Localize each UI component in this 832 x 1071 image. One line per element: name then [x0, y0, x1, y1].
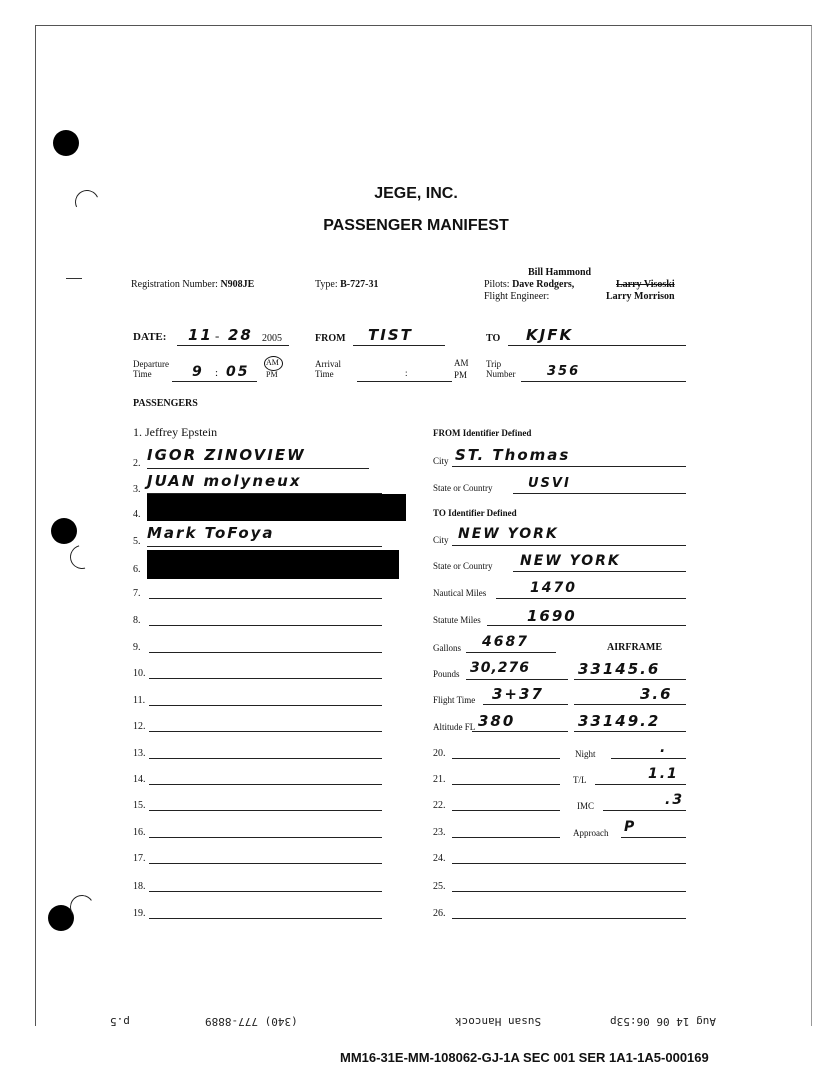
flight-time-airframe-value: 3.6: [640, 685, 673, 703]
from-state-underline: [513, 493, 686, 494]
passenger-blank-line: [149, 625, 382, 626]
from-city-value: ST. Thomas: [455, 446, 571, 464]
passenger-name: Jeffrey Epstein: [145, 425, 218, 439]
type-value: B-727-31: [340, 279, 379, 290]
right-row-value-line: [595, 784, 686, 785]
bates-number: MM16-31E-MM-108062-GJ-1A SEC 001 SER 1A1-1A5-000169: [340, 1050, 709, 1065]
passenger-2-name: IGOR ZINOVIEW: [147, 446, 306, 464]
passenger-number: 17.: [133, 853, 146, 864]
arrival-label-line1: Arrival: [315, 359, 341, 369]
altitude-label: Altitude FL: [433, 722, 476, 732]
to-city-underline: [452, 545, 686, 546]
passenger-number: 16.: [133, 827, 146, 838]
right-row-number: 22.: [433, 800, 446, 811]
right-row-number: 23.: [433, 827, 446, 838]
right-row-label: T/L: [573, 775, 587, 785]
altitude-value: 380: [478, 712, 516, 730]
registration-label: Registration Number:: [131, 279, 218, 290]
registration-value: N908JE: [220, 279, 255, 290]
fax-date: Aug 14 06 06:53p: [610, 1015, 716, 1028]
right-row-label: Approach: [573, 828, 609, 838]
passenger-blank-line: [149, 652, 382, 653]
passenger-blank-line: [149, 891, 382, 892]
passenger-blank-line: [149, 705, 382, 706]
right-row-value-line: [603, 810, 686, 811]
passenger-6-redaction: [147, 550, 399, 579]
passenger-blank-line: [149, 678, 382, 679]
passenger-number: 19.: [133, 908, 146, 919]
type-label: Type:: [315, 279, 338, 290]
from-city-label: City: [433, 456, 449, 466]
right-row-value-line: [611, 758, 686, 759]
passenger-6-number: 6.: [133, 564, 141, 575]
flight-engineer-label: Flight Engineer:: [484, 291, 550, 302]
passenger-3-name: JUAN molyneux: [147, 472, 302, 490]
right-row-number: 25.: [433, 881, 446, 892]
airframe-label: AIRFRAME: [607, 642, 662, 653]
right-row-line: [452, 758, 560, 759]
statute-miles-underline: [487, 625, 686, 626]
altitude-airframe-underline: [574, 731, 686, 732]
to-underline: [508, 345, 686, 346]
passenger-number: 15.: [133, 800, 146, 811]
from-label: FROM: [315, 333, 346, 344]
company-name: JEGE, INC.: [374, 185, 458, 202]
from-city-underline: [452, 466, 686, 467]
departure-label-line1: Departure: [133, 359, 169, 369]
right-row-number: 21.: [433, 774, 446, 785]
passenger-4-number: 4.: [133, 509, 141, 520]
to-value: KJFK: [526, 326, 574, 344]
flight-engineer-value: Larry Morrison: [606, 291, 675, 302]
to-city-value: NEW YORK: [458, 526, 559, 542]
trip-label-line2: Number: [486, 369, 516, 379]
passenger-number: 1.: [133, 425, 142, 439]
pilots-line: [484, 279, 574, 290]
fax-page-number: p.5: [110, 1015, 130, 1028]
arrival-label: [315, 359, 341, 379]
arrival-colon: :: [405, 368, 408, 378]
pilot-1: Bill Hammond: [528, 267, 592, 278]
right-row-line: [452, 810, 560, 811]
right-row-value: P: [624, 819, 637, 835]
right-row-number: 20.: [433, 748, 446, 759]
to-city-label: City: [433, 535, 449, 545]
nautical-miles-underline: [496, 598, 686, 599]
trip-label: [486, 359, 516, 379]
registration-number: [131, 279, 254, 290]
passenger-2-number: 2.: [133, 458, 141, 469]
passenger-number: 18.: [133, 881, 146, 892]
passenger-2-underline: [147, 468, 369, 469]
arrival-underline: [357, 381, 452, 382]
right-row-value: .3: [665, 792, 685, 808]
to-state-label: State or Country: [433, 561, 493, 571]
fax-phone: (340) 777-8889: [205, 1015, 298, 1028]
pilot-2: Dave Rodgers,: [512, 279, 575, 290]
flight-time-airframe-underline: [574, 704, 686, 705]
right-row-line: [452, 837, 560, 838]
departure-label: [133, 359, 169, 379]
right-row-line: [452, 891, 686, 892]
binder-hole-top: [53, 130, 79, 156]
departure-hour: 9: [192, 364, 204, 380]
statute-miles-label: Statute Miles: [433, 615, 481, 625]
date-year: 2005: [262, 333, 282, 344]
right-row-label: IMC: [577, 801, 595, 811]
gallons-underline: [466, 652, 556, 653]
right-row-value-line: [621, 837, 686, 838]
to-label: TO: [486, 333, 501, 344]
from-state-label: State or Country: [433, 483, 493, 493]
departure-underline: [172, 381, 257, 382]
to-state-underline: [513, 571, 686, 572]
date-label: DATE:: [133, 331, 167, 343]
right-row-label: Night: [575, 749, 596, 759]
scan-artifact-dash: [66, 278, 82, 279]
trip-value: 356: [547, 364, 581, 379]
date-underline: [177, 345, 289, 346]
flight-time-underline: [483, 704, 568, 705]
statute-miles-value: 1690: [527, 607, 577, 625]
passenger-blank-line: [149, 784, 382, 785]
right-row-value: 1.1: [648, 766, 679, 782]
passengers-heading: PASSENGERS: [133, 398, 198, 409]
passenger-number: 13.: [133, 748, 146, 759]
passenger-1: [133, 425, 217, 440]
pounds-label: Pounds: [433, 669, 460, 679]
altitude-airframe-value: 33149.2: [578, 712, 661, 730]
from-value: TIST: [368, 326, 413, 344]
right-row-number: 26.: [433, 908, 446, 919]
passenger-blank-line: [149, 731, 382, 732]
passenger-number: 12.: [133, 721, 146, 732]
arrival-pm: PM: [454, 370, 468, 380]
from-identifier-heading: FROM Identifier Defined: [433, 428, 532, 438]
to-state-value: NEW YORK: [520, 553, 621, 569]
passenger-number: 14.: [133, 774, 146, 785]
arrival-label-line2: Time: [315, 369, 334, 379]
pounds-underline: [466, 679, 568, 680]
passenger-number: 9.: [133, 642, 141, 653]
right-row-line: [452, 784, 560, 785]
arrival-am: AM: [454, 358, 469, 368]
passenger-number: 8.: [133, 615, 141, 626]
passenger-blank-line: [149, 863, 382, 864]
to-identifier-heading: TO Identifier Defined: [433, 508, 517, 518]
pounds-airframe-underline: [574, 679, 686, 680]
pounds-airframe-value: 33145.6: [578, 660, 661, 678]
date-day: 28: [228, 326, 253, 344]
trip-label-line1: Trip: [486, 359, 502, 369]
passenger-blank-line: [149, 758, 382, 759]
passenger-blank-line: [149, 837, 382, 838]
pilots-label: Pilots:: [484, 279, 510, 290]
passenger-3-number: 3.: [133, 484, 141, 495]
date-separator: -: [215, 328, 220, 343]
passenger-number: 11.: [133, 695, 146, 706]
passenger-5-name: Mark ToFoya: [147, 524, 275, 542]
binder-hole-middle: [51, 518, 77, 544]
passenger-5-underline: [147, 546, 382, 547]
right-row-line: [452, 863, 686, 864]
from-state-value: USVI: [528, 476, 571, 491]
passenger-4-redaction: [147, 494, 406, 521]
right-row-value: .: [660, 740, 668, 756]
aircraft-type: [315, 279, 378, 290]
passenger-blank-line: [149, 598, 382, 599]
passenger-number: 10.: [133, 668, 146, 679]
from-underline: [353, 345, 445, 346]
trip-underline: [521, 381, 686, 382]
gallons-value: 4687: [482, 634, 529, 650]
gallons-label: Gallons: [433, 643, 461, 653]
altitude-underline: [472, 731, 568, 732]
nautical-miles-label: Nautical Miles: [433, 588, 487, 598]
right-row-line: [452, 918, 686, 919]
date-month: 11: [188, 326, 213, 344]
fax-sender-name: Susan Hancock: [455, 1015, 542, 1028]
passenger-5-number: 5.: [133, 536, 141, 547]
right-row-number: 24.: [433, 853, 446, 864]
departure-minute: 05: [226, 364, 250, 380]
passenger-number: 7.: [133, 588, 141, 599]
pounds-value: 30,276: [470, 660, 531, 676]
document-title: PASSENGER MANIFEST: [323, 217, 509, 234]
am-label: AM: [266, 358, 279, 367]
flight-time-value: 3+37: [492, 685, 544, 703]
passenger-blank-line: [149, 810, 382, 811]
departure-colon: :: [215, 367, 219, 379]
pm-label: PM: [266, 370, 278, 379]
passenger-blank-line: [149, 918, 382, 919]
flight-time-label: Flight Time: [433, 695, 476, 705]
pilot-3-struck: Larry Visoski: [616, 279, 675, 290]
nautical-miles-value: 1470: [530, 580, 577, 596]
departure-label-line2: Time: [133, 369, 152, 379]
